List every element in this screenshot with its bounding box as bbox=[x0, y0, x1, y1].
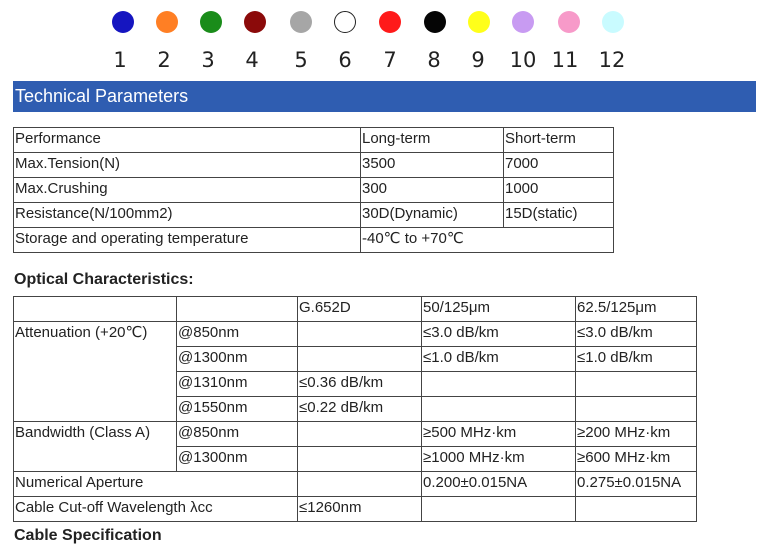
table-cell bbox=[298, 422, 422, 447]
table-cell: Long-term bbox=[361, 128, 504, 153]
table-row bbox=[14, 178, 614, 203]
color-dot-10 bbox=[512, 11, 534, 33]
table-cell: Short-term bbox=[504, 128, 614, 153]
table-cell: ≥200 MHz·km bbox=[576, 422, 697, 447]
table-cell bbox=[576, 497, 697, 522]
table-header-row bbox=[14, 128, 614, 153]
color-number-1: 1 bbox=[113, 48, 127, 72]
table-cell: G.652D bbox=[298, 297, 422, 322]
color-dot-7 bbox=[379, 11, 401, 33]
color-number-6: 6 bbox=[338, 48, 352, 72]
table-cell: Max.Crushing bbox=[14, 178, 361, 203]
table-cell: ≥1000 MHz·km bbox=[422, 447, 576, 472]
color-dot-4 bbox=[244, 11, 266, 33]
color-number-8: 8 bbox=[427, 48, 441, 72]
color-dot-3 bbox=[200, 11, 222, 33]
technical-parameters-heading: Technical Parameters bbox=[13, 81, 756, 112]
table-cell bbox=[422, 397, 576, 422]
table-cell: @1300nm bbox=[177, 347, 298, 372]
color-dot-2 bbox=[156, 11, 178, 33]
table-cell bbox=[177, 297, 298, 322]
table-cell: ≤0.36 dB/km bbox=[298, 372, 422, 397]
table-cell bbox=[298, 447, 422, 472]
table-cell: ≤3.0 dB/km bbox=[422, 322, 576, 347]
table-cell: Cable Cut-off Wavelength λcc bbox=[14, 497, 298, 522]
table-cell: @850nm bbox=[177, 422, 298, 447]
table-cell: 1000 bbox=[504, 178, 614, 203]
table-cell: 62.5/125μm bbox=[576, 297, 697, 322]
table-cell: Attenuation (+20℃) bbox=[14, 322, 177, 422]
table-cell: 0.275±0.015NA bbox=[576, 472, 697, 497]
color-number-2: 2 bbox=[157, 48, 171, 72]
table-row bbox=[14, 228, 614, 253]
color-number-12: 12 bbox=[598, 48, 626, 72]
color-dot-6 bbox=[334, 11, 356, 33]
table-cell bbox=[14, 297, 177, 322]
table-cell: Bandwidth (Class A) bbox=[14, 422, 177, 472]
table-cell: Storage and operating temperature bbox=[14, 228, 361, 253]
table-cell: Resistance(N/100mm2) bbox=[14, 203, 361, 228]
color-dot-1 bbox=[112, 11, 134, 33]
table-cell: Max.Tension(N) bbox=[14, 153, 361, 178]
table-cell bbox=[298, 347, 422, 372]
color-number-10: 10 bbox=[509, 48, 537, 72]
table-cell: 15D(static) bbox=[504, 203, 614, 228]
cable-specification-heading: Cable Specification bbox=[14, 527, 162, 544]
table-cell: Performance bbox=[14, 128, 361, 153]
table-header-row bbox=[14, 297, 697, 322]
table-row bbox=[14, 422, 697, 447]
table-cell: 300 bbox=[361, 178, 504, 203]
color-number-4: 4 bbox=[245, 48, 259, 72]
table-cell: ≥500 MHz·km bbox=[422, 422, 576, 447]
table-cell: Numerical Aperture bbox=[14, 472, 298, 497]
optical-characteristics-heading: Optical Characteristics: bbox=[14, 271, 194, 288]
table-cell: ≤0.22 dB/km bbox=[298, 397, 422, 422]
table-cell: ≥600 MHz·km bbox=[576, 447, 697, 472]
color-dot-8 bbox=[424, 11, 446, 33]
table-cell bbox=[422, 497, 576, 522]
table-row bbox=[14, 203, 614, 228]
color-dot-12 bbox=[602, 11, 624, 33]
table-cell bbox=[298, 472, 422, 497]
color-dot-5 bbox=[290, 11, 312, 33]
table-cell: 30D(Dynamic) bbox=[361, 203, 504, 228]
table-row bbox=[14, 153, 614, 178]
table-cell: @850nm bbox=[177, 322, 298, 347]
color-number-11: 11 bbox=[551, 48, 579, 72]
table-cell: ≤3.0 dB/km bbox=[576, 322, 697, 347]
color-dot-9 bbox=[468, 11, 490, 33]
table-cell: 50/125μm bbox=[422, 297, 576, 322]
technical-parameters-table bbox=[13, 127, 614, 253]
table-cell: ≤1260nm bbox=[298, 497, 422, 522]
table-cell: 0.200±0.015NA bbox=[422, 472, 576, 497]
table-cell: @1300nm bbox=[177, 447, 298, 472]
fiber-color-code-legend bbox=[0, 0, 770, 80]
table-cell bbox=[422, 372, 576, 397]
color-number-5: 5 bbox=[294, 48, 308, 72]
table-cell: 3500 bbox=[361, 153, 504, 178]
color-number-3: 3 bbox=[201, 48, 215, 72]
table-cell: ≤1.0 dB/km bbox=[576, 347, 697, 372]
table-cell bbox=[298, 322, 422, 347]
table-cell bbox=[576, 372, 697, 397]
color-dot-11 bbox=[558, 11, 580, 33]
color-number-7: 7 bbox=[383, 48, 397, 72]
table-row bbox=[14, 322, 697, 347]
color-number-9: 9 bbox=[471, 48, 485, 72]
table-cell: @1550nm bbox=[177, 397, 298, 422]
optical-characteristics-table bbox=[13, 296, 697, 522]
table-cell: ≤1.0 dB/km bbox=[422, 347, 576, 372]
table-row bbox=[14, 497, 697, 522]
table-cell: @1310nm bbox=[177, 372, 298, 397]
table-cell bbox=[576, 397, 697, 422]
table-cell: -40℃ to +70℃ bbox=[361, 228, 614, 253]
table-row bbox=[14, 472, 697, 497]
table-cell: 7000 bbox=[504, 153, 614, 178]
